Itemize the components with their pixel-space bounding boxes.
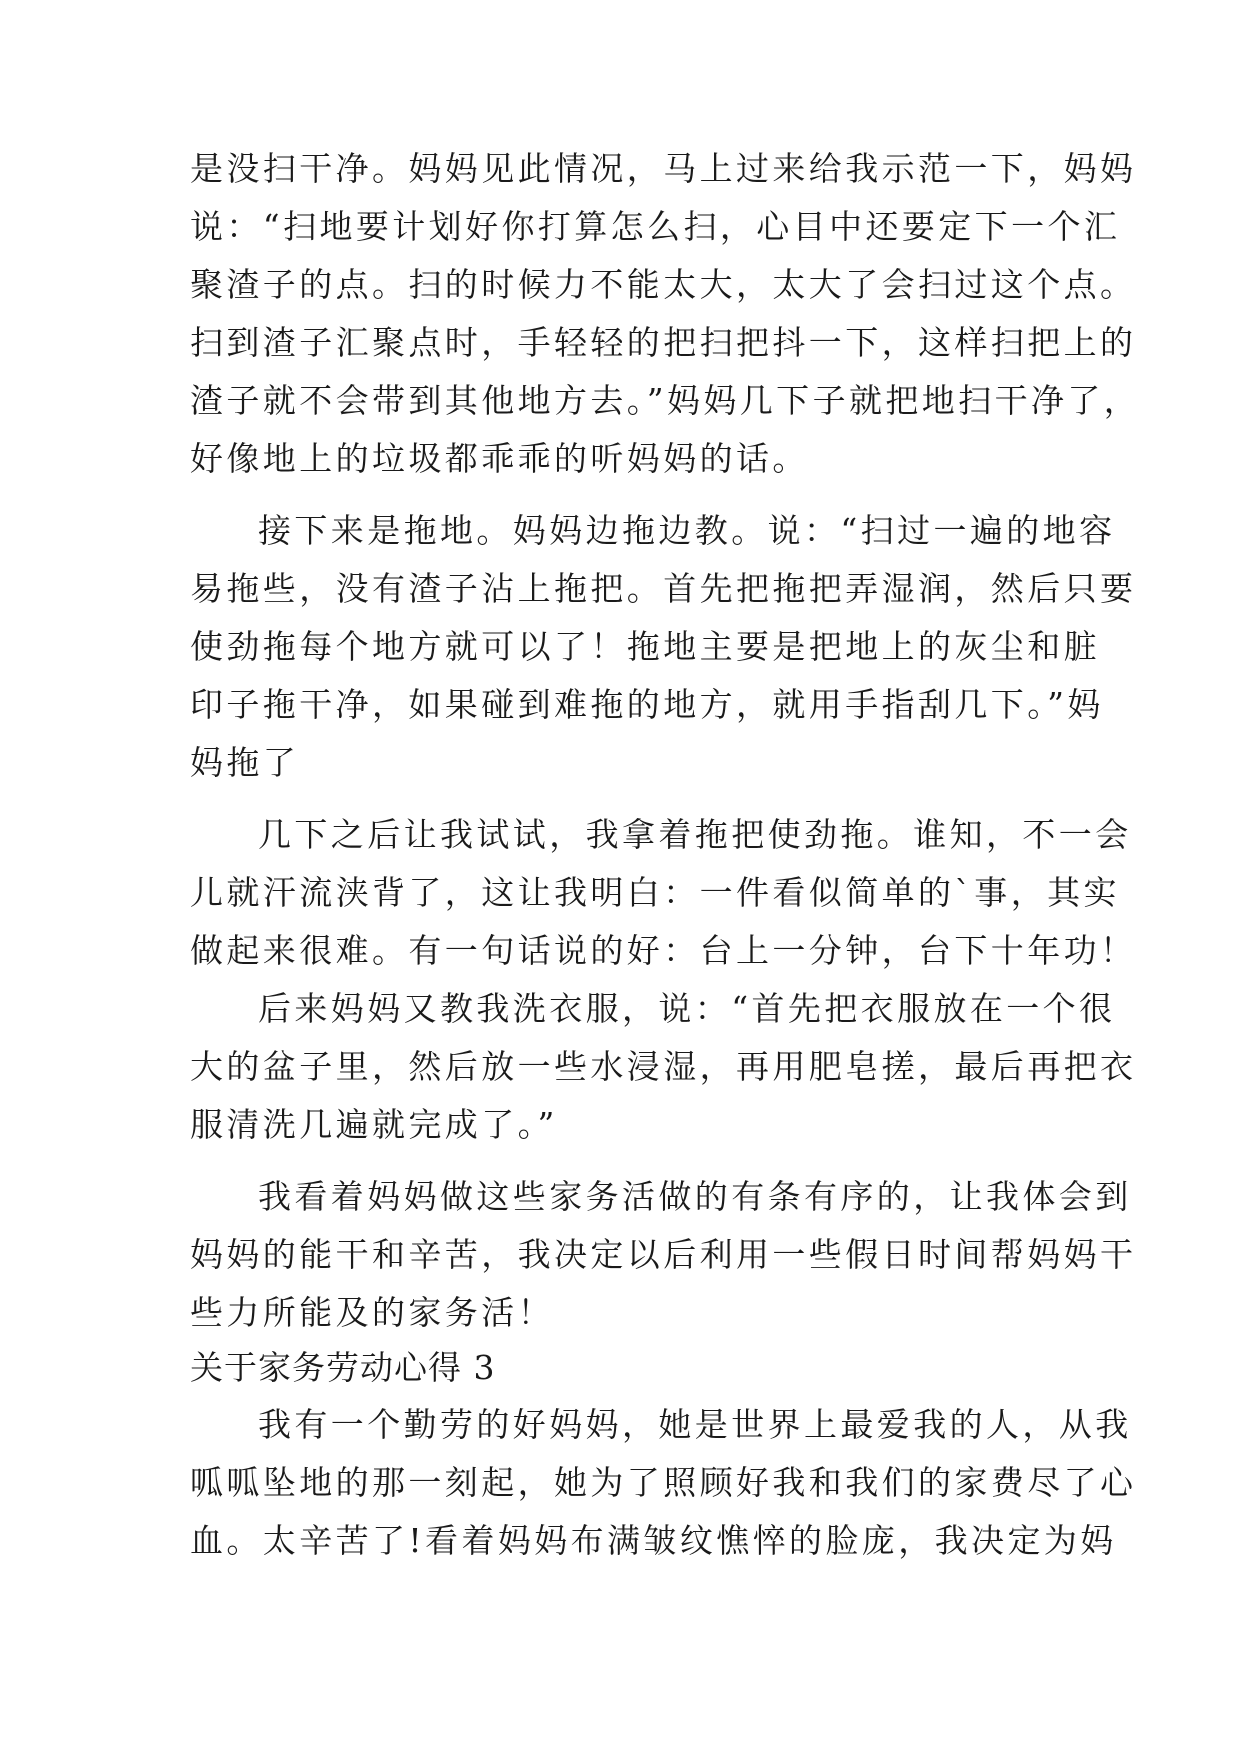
paragraph-line: 大的盆子里，然后放一些水浸湿，再用肥皂搓，最后再把衣 xyxy=(190,1047,1137,1086)
paragraph-line: 说：“扫地要计划好你打算怎么扫，心目中还要定下一个汇 xyxy=(190,207,1121,246)
paragraph-line: 扫到渣子汇聚点时，手轻轻的把扫把抖一下，这样扫把上的 xyxy=(190,323,1137,362)
paragraph-line: 儿就汗流浃背了，这让我明白：一件看似简单的`事，其实 xyxy=(190,873,1120,912)
paragraph-line: 接下来是拖地。妈妈边拖边教。说：“扫过一遍的地容 xyxy=(258,511,1116,550)
paragraph-line: 渣子就不会带到其他地方去。”妈妈几下子就把地扫干净了， xyxy=(190,381,1141,420)
paragraph-line: 妈拖了 xyxy=(190,743,300,782)
paragraph-line: 几下之后让我试试，我拿着拖把使劲拖。谁知，不一会 xyxy=(258,815,1132,854)
paragraph-line: 聚渣子的点。扫的时候力不能太大，太大了会扫过这个点。 xyxy=(190,265,1137,304)
paragraph-line: 后来妈妈又教我洗衣服，说：“首先把衣服放在一个很 xyxy=(258,989,1116,1028)
paragraph-line: 我有一个勤劳的好妈妈，她是世界上最爱我的人，从我 xyxy=(258,1405,1132,1444)
paragraph-line: 呱呱坠地的那一刻起，她为了照顾好我和我们的家费尽了心 xyxy=(190,1463,1137,1502)
paragraph-line: 我看着妈妈做这些家务活做的有条有序的，让我体会到 xyxy=(258,1177,1132,1216)
paragraph-line: 做起来很难。有一句话说的好：台上一分钟，台下十年功！ xyxy=(190,931,1137,970)
paragraph-line: 些力所能及的家务活！ xyxy=(190,1293,554,1332)
paragraph-line: 服清洗几遍就完成了。” xyxy=(190,1105,558,1144)
paragraph-line: 好像地上的垃圾都乖乖的听妈妈的话。 xyxy=(190,439,809,478)
paragraph-line: 易拖些，没有渣子沾上拖把。首先把拖把弄湿润，然后只要 xyxy=(190,569,1137,608)
paragraph-line: 血。太辛苦了!看着妈妈布满皱纹憔悴的脸庞，我决定为妈 xyxy=(190,1521,1117,1560)
paragraph-line: 妈妈的能干和辛苦，我决定以后利用一些假日时间帮妈妈干 xyxy=(190,1235,1137,1274)
section-heading: 关于家务劳动心得 3 xyxy=(190,1348,496,1387)
paragraph-line: 印子拖干净，如果碰到难拖的地方，就用手指刮几下。”妈 xyxy=(190,685,1104,724)
paragraph-line: 使劲拖每个地方就可以了！拖地主要是把地上的灰尘和脏 xyxy=(190,627,1100,666)
paragraph-line: 是没扫干净。妈妈见此情况，马上过来给我示范一下，妈妈 xyxy=(190,149,1137,188)
